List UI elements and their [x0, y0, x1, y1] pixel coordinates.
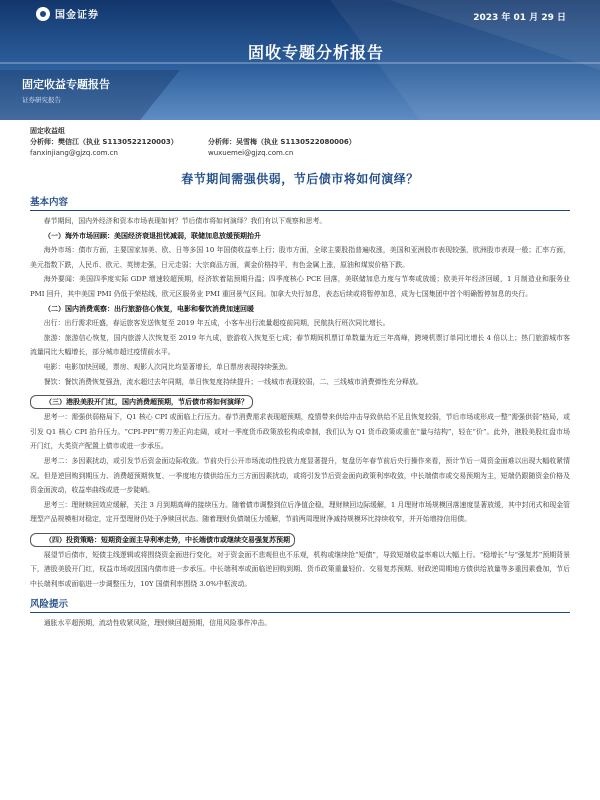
paragraph-tourism: 旅游：旅游信心恢复，国内旅游人次恢复至 2019 年九成，旅游收入恢复至七成；春节期间机票订单数量为近三年高峰，跨境机票订单同比增长 4 倍以上；热门旅游城市客流量同比大幅增长，部分城市超过疫情前水平。: [30, 333, 570, 357]
paragraph-thought-3: 思考三：理财赎回效应缓解，关注 3 月到期高峰的接续压力。随着债市调整到位后净值企稳，理财赎回边际缓解，1 月理财市场规模回落速度显著放缓，其中封闭式和现金管理型产品规模相对稳定，定开型理财仍处于净赎回状态。随着理财负债端压力缓解，节前两周理财净减持规模环比持续收窄，并开始增持信用债。: [30, 500, 570, 524]
subheading-box-4: [30, 527, 570, 548]
analyst-row: [30, 137, 570, 148]
logo-text: 国金证券: [55, 10, 99, 21]
paragraph-dining: 餐饮：餐饮消费恢复强劲，流水超过去年同期，单日恢复度持续提升；一线城市表现较弱，二、三线城市消费弹性充分释放。: [43, 377, 423, 386]
analyst-1: 分析师：樊信江（执业 S1130522120003）: [30, 138, 178, 146]
paragraph-strategy: 展望节后债市，短债主线逻辑或将围绕资金面进行变化，对于资金面不悲观但也不乐观，机构或继续抢“短债”，导致短端收益率难以大幅上行。“稳增长”与“强复苏”预期背景下，港股美股开门红，权益市场或因国内债市进一步承压。中长端利率或面临逆回购到期、货币政策重量轻价、交易复苏预期、财政逆周期地方债供给放量等多重因素叠加，节后中长端利率或面临进一步调整压力，10Y 国债利率围绕 3.0%中枢波动。: [30, 550, 570, 589]
department-label: 证券研究报告: [22, 96, 61, 104]
report-title: 固收专题分析报告: [248, 43, 385, 62]
paragraph-thought-2: 思考二：多因素扰动，或引发节后资金面边际收敛。节前央行公开市场流动性投放力度显著提升，复盘历年春节前后央行操作来看，预计节后一周资金面难以出现大幅收紧情况。但是逆回购到期压力、消费超预期恢复、一季度地方债供给压力三方面因素扰动，或将引发节后资金面向政策利率收敛，中长端债市或交易预期为主，短端仍跟随资金价格及资金面波动，收益率曲线或进一步陡峭。: [30, 456, 570, 495]
subheading-box-3: [30, 389, 570, 410]
subheading-outlook: （三）港股美股开门红，国内消费超预期，节后债市将如何演绎？: [30, 395, 253, 409]
report-type: 固定收益专题报告: [22, 78, 110, 91]
logo-mark-icon: [36, 7, 50, 21]
subheading-overseas: （一）海外市场回顾：美国经济衰退担忧减弱，联储加息放缓预期抬升: [44, 231, 261, 240]
report-header: [0, 0, 600, 120]
brand-logo: [36, 6, 99, 21]
paragraph-overseas-news: 海外要闻：美国四季度实际 GDP 增速较超预期，经济软着陆预期升温；四季度核心 PCE 回落，美联储加息力度与节奏或放缓；欧美开年经济回暖，1 月制造业和服务业 PMI 回升，其中美国 PMI 仍低于荣枯线，欧元区服务业 PMI 重回景气区间。加拿大央行加息，表态后续或将暂停加息，成为七国集团中首个明确暂停加息的央行。: [30, 275, 570, 298]
subheading-strategy: （四）投资策略：短期资金面主导利率走势，中长端债市或继续交易强复苏预期: [30, 533, 295, 547]
subheading-consumption: （二）国内消费观察：出行旅游信心恢复，电影和餐饮消费加速回暖: [44, 304, 254, 313]
analyst-1-email[interactable]: fanxinjiang@gjzq.com.cn: [30, 149, 118, 157]
team-name: 固定收益组: [30, 127, 65, 135]
analyst-2-email[interactable]: wuxuemei@gjzq.com.cn: [208, 149, 294, 157]
report-date: 2023 年 01 月 29 日: [473, 13, 566, 23]
section-divider: [30, 612, 570, 613]
paragraph-travel: 出行：出行需求旺盛，春运旅客发送恢复至 2019 年五成，小客车出行流量超疫前同期，民航执行班次同比增长。: [43, 319, 390, 328]
section-heading-risk: 风险提示: [30, 598, 69, 610]
analyst-info: [0, 120, 600, 159]
paragraph-movie: 电影：电影加快回暖，票房、观影人次同比均显著增长，单日票房表现持续强劲。: [43, 362, 292, 371]
paragraph-thought-1: 思考一：需强供弱格局下，Q1 核心 CPI 或面临上行压力。春节消费需求表现超预期，疫情带来供给冲击导致供给不足且恢复较弱，节后市场或形成一整“需强供弱”格局，或引发 Q1 核心 CPI 抬升压力。“CPI-PPI”剪刀差正向走阔，或对一季度货币政策放松构成牵制，我们认为 Q1 货币政策或重在“量与结构”，轻在“价”。此外，港股美股红盘市场开门红，大类资产配置上债市或进一步承压。: [30, 413, 570, 451]
intro-paragraph: 春节期间，国内外经济和资本市场表现如何？节后债市将如何演绎？我们有以下观察和思考。: [43, 217, 327, 225]
article-title: 春节期间需强供弱，节后债市将如何演绎？: [181, 172, 419, 186]
paragraph-overseas-market: 海外市场：债市方面，主要国家加美、欧、日等多国 10 年国债收益率上行；股市方面，全球主要股指普遍收涨，美国和亚洲股市表现较强，欧洲股市表现一般；汇率方面，美元指数下跌，人民币、欧元、英镑走强，日元走弱；大宗商品方面，黄金价格持平，有色金属上涨，原油和煤炭价格下跌。: [30, 246, 570, 269]
section-divider: [30, 210, 570, 211]
analyst-2: 分析师：吴雪梅（执业 S1130522080006）: [208, 138, 356, 146]
risk-paragraph: 通胀水平超预期，流动性收紧风险，理财赎回超预期，信用风险事件冲击。: [43, 618, 272, 627]
section-heading-basic: 基本内容: [30, 197, 69, 208]
email-row: [30, 148, 570, 159]
